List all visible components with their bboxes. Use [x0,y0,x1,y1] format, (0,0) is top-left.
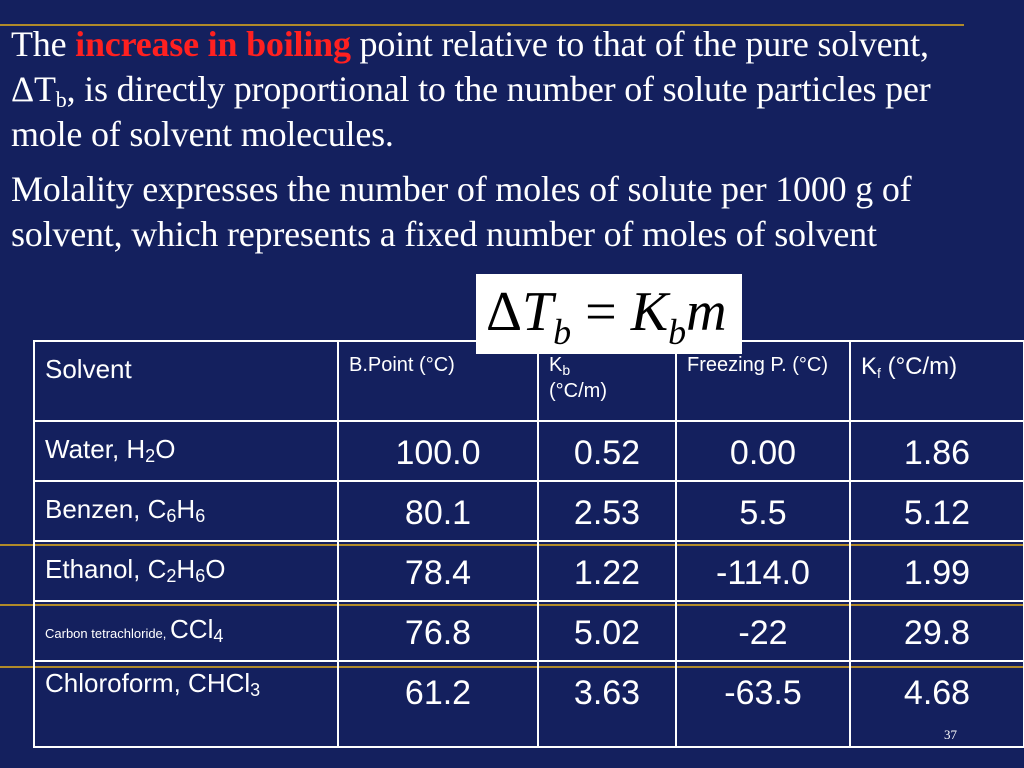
formula-subscript: 2 [166,566,177,586]
freezing-point-value: -63.5 [676,661,850,747]
slide-number: 37 [944,727,957,742]
kf-value: 1.86 [850,421,1024,481]
freezing-point-value: -22 [676,601,850,661]
formula-k: K [630,281,669,343]
solvent-name [34,661,338,747]
solvent-name [34,601,338,661]
header-kf-unit: (°C/m) [880,353,958,380]
solvent-name [34,421,338,481]
header-kb-unit: (°C/m) [549,380,607,402]
kb-value: 5.02 [538,601,676,661]
formula-text: O [205,554,226,584]
formula-text: CCl [170,614,214,644]
paragraph-boiling-point [11,22,1001,157]
formula-delta: Δ [486,281,523,343]
boiling-point-value: 61.2 [338,661,538,747]
paragraph-molality: Molality expresses the number of moles of solute per 1000 g of solvent, which represents a fixed number of moles of solvent [11,169,912,254]
kf-value: 4.68 [850,661,1024,747]
solvent-name-text: Carbon tetrachloride, [45,626,171,641]
solvent-name-text: Benzen, C [45,494,167,524]
table-row [34,601,1024,661]
kf-value: 1.99 [850,541,1024,601]
freezing-point-value: 5.5 [676,481,850,541]
formula-text: H [176,554,196,584]
header-kf-subscript: f [877,365,881,381]
paragraph1-text-middle: point relative to that of the pure solvent, ΔT [11,24,929,109]
kf-value: 5.12 [850,481,1024,541]
boiling-point-value: 80.1 [338,481,538,541]
kb-value: 3.63 [538,661,676,747]
header-kf-symbol: K [861,353,878,380]
solvent-name-text: Chloroform, CHCl [45,668,251,698]
formula-subscript: 2 [145,446,156,466]
formula-subscript: 3 [250,680,261,700]
solvent-name-text: Water, H [45,434,146,464]
boiling-point-value: 76.8 [338,601,538,661]
paragraph1-text-start: The [11,24,76,64]
formula-text: H [176,494,196,524]
formula-t: T [522,281,554,343]
solvent-name [34,481,338,541]
paragraph1-subscript: b [55,87,67,112]
highlighted-phrase: increase in boiling [75,24,351,64]
solvent-constants-table [33,340,1024,748]
kb-value: 1.22 [538,541,676,601]
header-freezing-point: Freezing P. (°C) [676,341,850,421]
header-kb-subscript: b [562,362,571,378]
table-row [34,421,1024,481]
table-row [34,481,1024,541]
table-row [34,661,1024,747]
slide-body-text [11,22,1001,257]
solvent-name [34,541,338,601]
formula-t-subscript: b [553,312,572,352]
boiling-point-value: 78.4 [338,541,538,601]
header-boiling-point: B.Point (°C) [338,341,538,421]
boiling-point-value: 100.0 [338,421,538,481]
solvent-name-text: Ethanol, C [45,554,167,584]
formula-subscript: 4 [213,626,224,646]
formula-m: m [686,281,727,343]
kf-value: 29.8 [850,601,1024,661]
header-solvent: Solvent [34,341,338,421]
paragraph1-text-end: , is directly proportional to the number of solute particles per mole of solvent molecules. [11,69,931,154]
table-row [34,541,1024,601]
boiling-point-formula [476,274,742,354]
formula-equals: = [571,281,631,343]
formula-subscript: 6 [195,566,206,586]
formula-text: O [155,434,176,464]
formula-subscript: 6 [166,506,177,526]
formula-subscript: 6 [195,506,206,526]
formula-k-subscript: b [668,312,687,352]
header-kf [850,341,1024,421]
freezing-point-value: -114.0 [676,541,850,601]
kb-value: 2.53 [538,481,676,541]
header-kb-symbol: K [549,354,563,376]
freezing-point-value: 0.00 [676,421,850,481]
kb-value: 0.52 [538,421,676,481]
